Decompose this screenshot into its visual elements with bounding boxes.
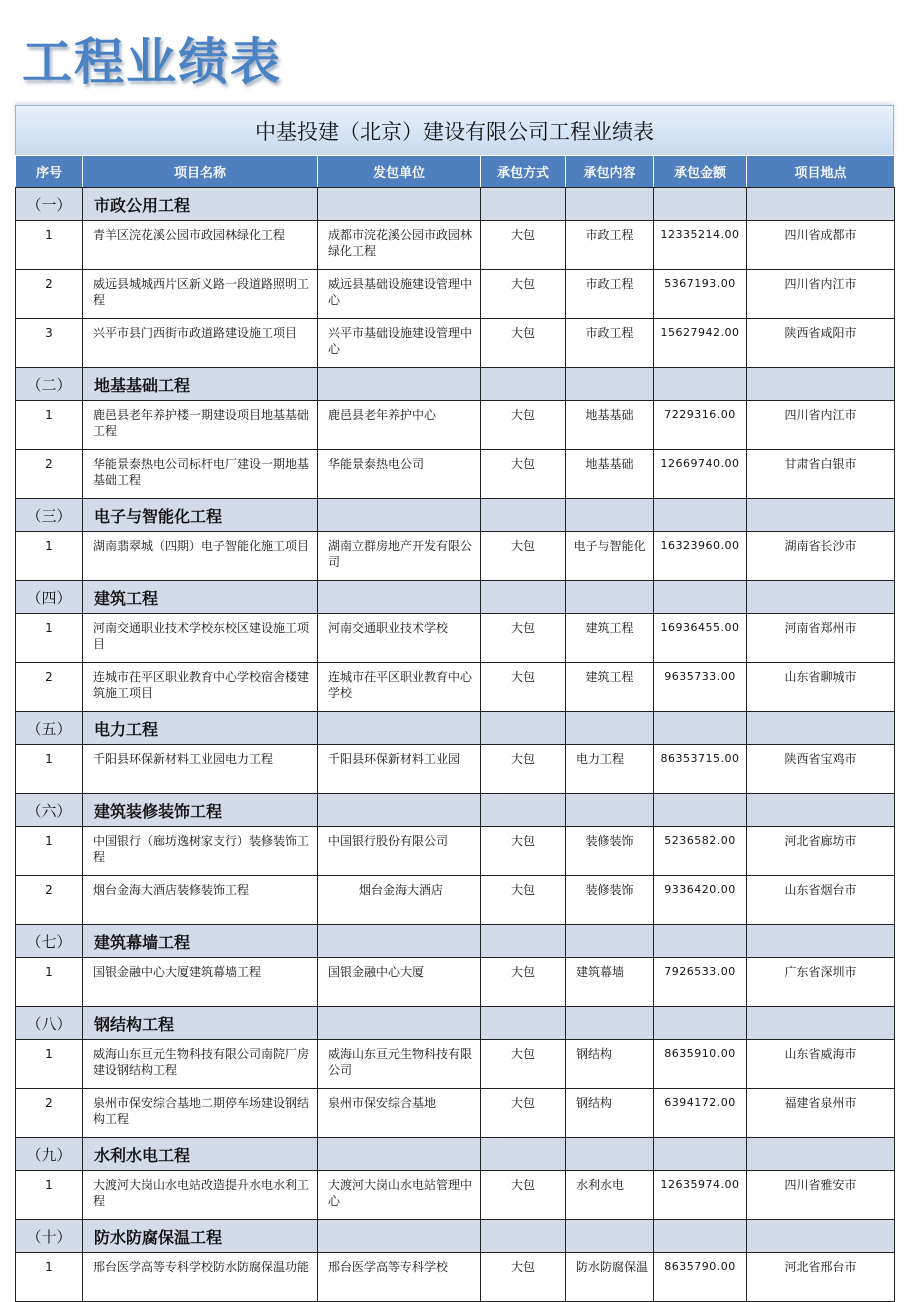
empty-cell (747, 794, 895, 827)
row-scope: 钢结构 (566, 1089, 654, 1138)
row-amount: 9336420.00 (654, 876, 747, 925)
row-project-name: 千阳县环保新材料工业园电力工程 (83, 745, 318, 794)
row-amount: 12669740.00 (654, 450, 747, 499)
table-row (16, 270, 895, 319)
row-location: 山东省威海市 (747, 1040, 895, 1089)
row-seq: 1 (16, 401, 83, 450)
category-seq: （六） (16, 794, 83, 827)
row-project-name: 鹿邑县老年养护楼一期建设项目地基基础工程 (83, 401, 318, 450)
row-location: 河北省廊坊市 (747, 827, 895, 876)
category-name: 钢结构工程 (83, 1007, 318, 1040)
row-amount: 15627942.00 (654, 319, 747, 368)
category-name: 地基基础工程 (83, 368, 318, 401)
category-row (16, 581, 895, 614)
row-location: 四川省内江市 (747, 270, 895, 319)
empty-cell (318, 188, 481, 221)
header-method: 承包方式 (481, 156, 566, 188)
empty-cell (481, 581, 566, 614)
row-method: 大包 (481, 958, 566, 1007)
row-amount: 7229316.00 (654, 401, 747, 450)
empty-cell (481, 499, 566, 532)
row-location: 四川省成都市 (747, 221, 895, 270)
row-scope: 装修装饰 (566, 827, 654, 876)
performance-table-container (15, 105, 894, 1302)
table-row (16, 827, 895, 876)
table-row (16, 221, 895, 270)
row-project-name: 连城市茌平区职业教育中心学校宿舍楼建筑施工项目 (83, 663, 318, 712)
row-seq: 1 (16, 958, 83, 1007)
table-row (16, 614, 895, 663)
row-scope: 水利水电 (566, 1171, 654, 1220)
row-method: 大包 (481, 532, 566, 581)
row-amount: 86353715.00 (654, 745, 747, 794)
row-client: 邢台医学高等专科学校 (318, 1253, 481, 1302)
row-seq: 1 (16, 1171, 83, 1220)
row-client: 中国银行股份有限公司 (318, 827, 481, 876)
empty-cell (318, 368, 481, 401)
table-row (16, 1040, 895, 1089)
row-amount: 12635974.00 (654, 1171, 747, 1220)
empty-cell (481, 925, 566, 958)
empty-cell (566, 794, 654, 827)
row-client: 华能景泰热电公司 (318, 450, 481, 499)
row-location: 山东省烟台市 (747, 876, 895, 925)
row-project-name: 大渡河大岗山水电站改造提升水电水利工程 (83, 1171, 318, 1220)
row-location: 甘肃省白银市 (747, 450, 895, 499)
empty-cell (566, 1138, 654, 1171)
category-name: 电力工程 (83, 712, 318, 745)
row-scope: 电力工程 (566, 745, 654, 794)
row-amount: 6394172.00 (654, 1089, 747, 1138)
category-row (16, 1007, 895, 1040)
row-scope: 建筑工程 (566, 663, 654, 712)
empty-cell (566, 1220, 654, 1253)
row-amount: 8635790.00 (654, 1253, 747, 1302)
category-name: 防水防腐保温工程 (83, 1220, 318, 1253)
table-row (16, 532, 895, 581)
row-amount: 16323960.00 (654, 532, 747, 581)
empty-cell (566, 368, 654, 401)
table-row (16, 450, 895, 499)
row-location: 陕西省咸阳市 (747, 319, 895, 368)
empty-cell (566, 1007, 654, 1040)
row-seq: 3 (16, 319, 83, 368)
table-row (16, 958, 895, 1007)
category-seq: （七） (16, 925, 83, 958)
row-project-name: 威海山东亘元生物科技有限公司南院厂房建设钢结构工程 (83, 1040, 318, 1089)
category-seq: （三） (16, 499, 83, 532)
empty-cell (654, 1220, 747, 1253)
header-project-name: 项目名称 (83, 156, 318, 188)
category-row (16, 925, 895, 958)
row-location: 山东省聊城市 (747, 663, 895, 712)
empty-cell (481, 368, 566, 401)
category-name: 水利水电工程 (83, 1138, 318, 1171)
empty-cell (318, 1220, 481, 1253)
category-seq: （一） (16, 188, 83, 221)
row-method: 大包 (481, 876, 566, 925)
row-project-name: 青羊区浣花溪公园市政园林绿化工程 (83, 221, 318, 270)
category-seq: （四） (16, 581, 83, 614)
empty-cell (481, 188, 566, 221)
row-scope: 装修装饰 (566, 876, 654, 925)
row-seq: 1 (16, 614, 83, 663)
header-client: 发包单位 (318, 156, 481, 188)
row-seq: 1 (16, 745, 83, 794)
row-project-name: 烟台金海大酒店装修装饰工程 (83, 876, 318, 925)
category-row (16, 188, 895, 221)
category-seq: （十） (16, 1220, 83, 1253)
header-amount: 承包金额 (654, 156, 747, 188)
row-scope: 钢结构 (566, 1040, 654, 1089)
row-project-name: 兴平市县门西街市政道路建设施工项目 (83, 319, 318, 368)
empty-cell (654, 712, 747, 745)
header-seq: 序号 (16, 156, 83, 188)
row-seq: 2 (16, 1089, 83, 1138)
row-seq: 2 (16, 876, 83, 925)
table-row (16, 1253, 895, 1302)
empty-cell (747, 925, 895, 958)
empty-cell (654, 1007, 747, 1040)
empty-cell (318, 499, 481, 532)
row-location: 广东省深圳市 (747, 958, 895, 1007)
row-method: 大包 (481, 319, 566, 368)
row-seq: 1 (16, 221, 83, 270)
category-row (16, 1220, 895, 1253)
row-amount: 5367193.00 (654, 270, 747, 319)
row-location: 陕西省宝鸡市 (747, 745, 895, 794)
category-name: 建筑装修装饰工程 (83, 794, 318, 827)
header-scope: 承包内容 (566, 156, 654, 188)
row-method: 大包 (481, 401, 566, 450)
row-scope: 市政工程 (566, 270, 654, 319)
empty-cell (747, 368, 895, 401)
empty-cell (481, 1007, 566, 1040)
row-client: 千阳县环保新材料工业园 (318, 745, 481, 794)
row-amount: 5236582.00 (654, 827, 747, 876)
category-name: 市政公用工程 (83, 188, 318, 221)
table-row (16, 401, 895, 450)
performance-table (15, 155, 895, 1302)
row-amount: 8635910.00 (654, 1040, 747, 1089)
category-seq: （五） (16, 712, 83, 745)
empty-cell (481, 712, 566, 745)
row-amount: 9635733.00 (654, 663, 747, 712)
table-title: 中基投建（北京）建设有限公司工程业绩表 (15, 105, 894, 155)
row-location: 四川省内江市 (747, 401, 895, 450)
row-project-name: 邢台医学高等专科学校防水防腐保温功能 (83, 1253, 318, 1302)
category-row (16, 712, 895, 745)
row-location: 河北省邢台市 (747, 1253, 895, 1302)
row-seq: 1 (16, 827, 83, 876)
empty-cell (747, 1007, 895, 1040)
table-body (16, 188, 895, 1302)
empty-cell (318, 1007, 481, 1040)
table-row (16, 876, 895, 925)
empty-cell (747, 188, 895, 221)
category-name: 建筑工程 (83, 581, 318, 614)
empty-cell (318, 581, 481, 614)
table-row (16, 663, 895, 712)
row-method: 大包 (481, 663, 566, 712)
row-client: 鹿邑县老年养护中心 (318, 401, 481, 450)
table-row (16, 745, 895, 794)
category-row (16, 794, 895, 827)
empty-cell (481, 1138, 566, 1171)
table-row (16, 319, 895, 368)
row-client: 连城市茌平区职业教育中心学校 (318, 663, 481, 712)
empty-cell (566, 499, 654, 532)
category-row (16, 499, 895, 532)
row-client: 烟台金海大酒店 (318, 876, 481, 925)
row-method: 大包 (481, 270, 566, 319)
row-location: 河南省郑州市 (747, 614, 895, 663)
row-scope: 地基基础 (566, 450, 654, 499)
row-project-name: 中国银行（廊坊逸树家支行）装修装饰工程 (83, 827, 318, 876)
empty-cell (318, 712, 481, 745)
row-method: 大包 (481, 614, 566, 663)
row-scope: 市政工程 (566, 221, 654, 270)
row-project-name: 华能景泰热电公司标杆电厂建设一期地基基础工程 (83, 450, 318, 499)
row-project-name: 湖南翡翠城（四期）电子智能化施工项目 (83, 532, 318, 581)
empty-cell (481, 794, 566, 827)
empty-cell (654, 1138, 747, 1171)
row-method: 大包 (481, 450, 566, 499)
row-project-name: 国银金融中心大厦建筑幕墙工程 (83, 958, 318, 1007)
row-client: 大渡河大岗山水电站管理中心 (318, 1171, 481, 1220)
row-method: 大包 (481, 827, 566, 876)
row-project-name: 河南交通职业技术学校东校区建设施工项目 (83, 614, 318, 663)
row-client: 兴平市基础设施建设管理中心 (318, 319, 481, 368)
empty-cell (747, 581, 895, 614)
empty-cell (747, 499, 895, 532)
row-location: 湖南省长沙市 (747, 532, 895, 581)
row-client: 威海山东亘元生物科技有限公司 (318, 1040, 481, 1089)
row-scope: 建筑工程 (566, 614, 654, 663)
row-method: 大包 (481, 1040, 566, 1089)
table-row (16, 1171, 895, 1220)
empty-cell (654, 368, 747, 401)
empty-cell (566, 581, 654, 614)
row-scope: 市政工程 (566, 319, 654, 368)
empty-cell (318, 925, 481, 958)
row-location: 福建省泉州市 (747, 1089, 895, 1138)
row-client: 成都市浣花溪公园市政园林绿化工程 (318, 221, 481, 270)
empty-cell (566, 925, 654, 958)
empty-cell (654, 581, 747, 614)
empty-cell (318, 794, 481, 827)
row-client: 湖南立群房地产开发有限公司 (318, 532, 481, 581)
empty-cell (566, 188, 654, 221)
empty-cell (747, 1138, 895, 1171)
row-seq: 2 (16, 270, 83, 319)
empty-cell (654, 794, 747, 827)
row-scope: 防水防腐保温 (566, 1253, 654, 1302)
row-amount: 16936455.00 (654, 614, 747, 663)
row-seq: 1 (16, 1253, 83, 1302)
row-project-name: 泉州市保安综合基地二期停车场建设钢结构工程 (83, 1089, 318, 1138)
empty-cell (747, 1220, 895, 1253)
row-scope: 建筑幕墙 (566, 958, 654, 1007)
category-row (16, 368, 895, 401)
row-client: 威远县基础设施建设管理中心 (318, 270, 481, 319)
row-seq: 2 (16, 450, 83, 499)
row-method: 大包 (481, 1089, 566, 1138)
row-project-name: 威远县城城西片区新义路一段道路照明工程 (83, 270, 318, 319)
row-method: 大包 (481, 1253, 566, 1302)
row-seq: 1 (16, 1040, 83, 1089)
empty-cell (481, 1220, 566, 1253)
table-row (16, 1089, 895, 1138)
category-row (16, 1138, 895, 1171)
row-client: 泉州市保安综合基地 (318, 1089, 481, 1138)
header-location: 项目地点 (747, 156, 895, 188)
category-seq: （二） (16, 368, 83, 401)
empty-cell (318, 1138, 481, 1171)
row-method: 大包 (481, 1171, 566, 1220)
row-method: 大包 (481, 745, 566, 794)
empty-cell (654, 188, 747, 221)
row-seq: 1 (16, 532, 83, 581)
row-amount: 7926533.00 (654, 958, 747, 1007)
empty-cell (654, 925, 747, 958)
category-name: 电子与智能化工程 (83, 499, 318, 532)
row-location: 四川省雅安市 (747, 1171, 895, 1220)
header-row (16, 156, 895, 188)
empty-cell (566, 712, 654, 745)
empty-cell (747, 712, 895, 745)
row-scope: 电子与智能化 (566, 532, 654, 581)
row-client: 河南交通职业技术学校 (318, 614, 481, 663)
page-heading: 工程业绩表 (22, 33, 282, 91)
row-client: 国银金融中心大厦 (318, 958, 481, 1007)
row-scope: 地基基础 (566, 401, 654, 450)
row-amount: 12335214.00 (654, 221, 747, 270)
empty-cell (654, 499, 747, 532)
category-seq: （九） (16, 1138, 83, 1171)
row-method: 大包 (481, 221, 566, 270)
category-name: 建筑幕墙工程 (83, 925, 318, 958)
category-seq: （八） (16, 1007, 83, 1040)
row-seq: 2 (16, 663, 83, 712)
